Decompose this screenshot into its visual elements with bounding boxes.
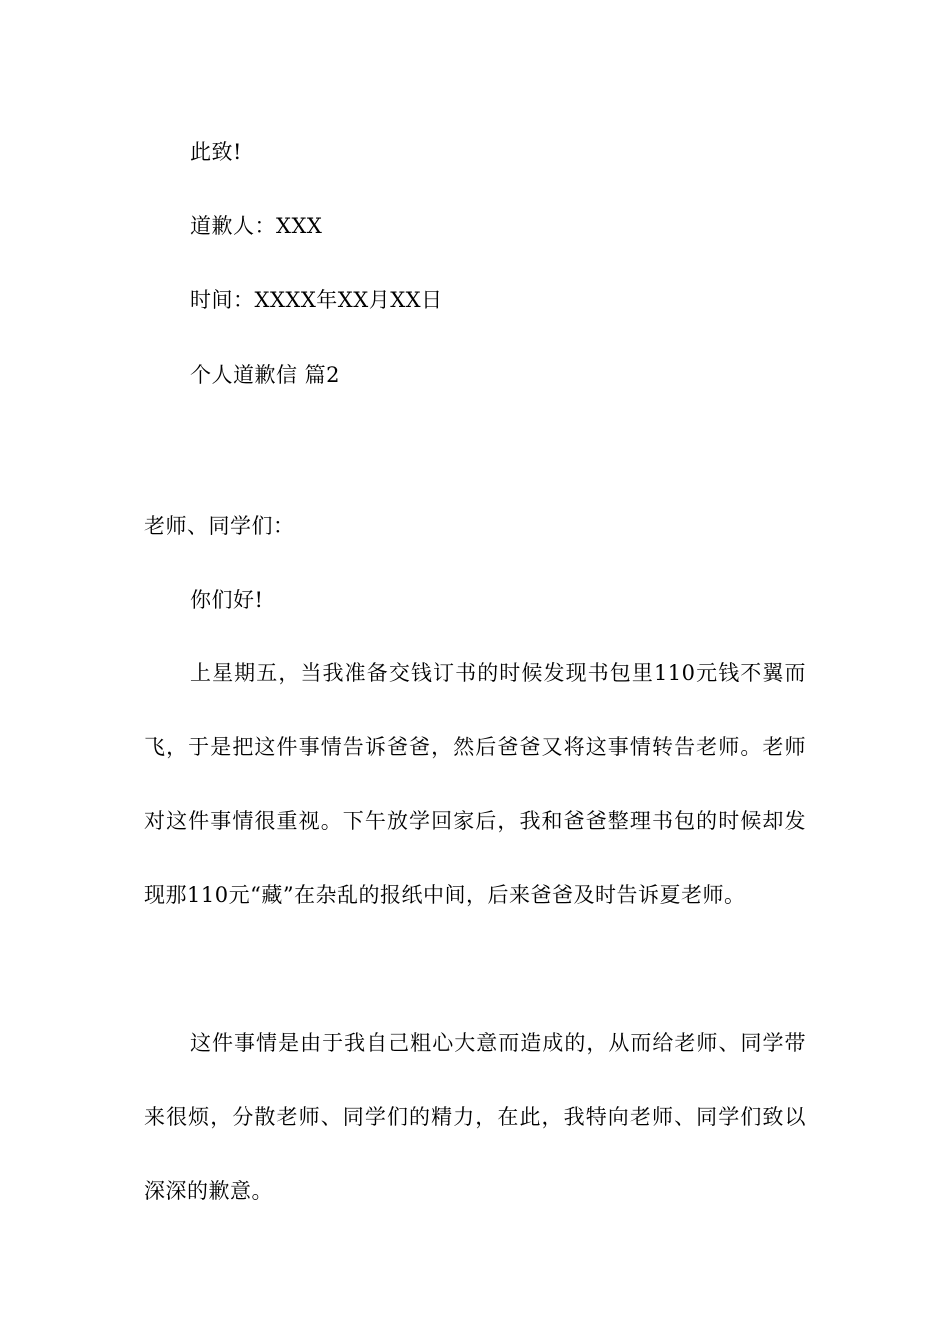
section-title: 个人道歉信 篇2 [190, 363, 341, 387]
body-paragraph-2: 这件事情是由于我自己粗心大意而造成的，从而给老师、同学带来很烦，分散老师、同学们的精力，在此，我特向老师、同学们致以深深的歉意。 [144, 1031, 806, 1203]
apologizer-signature: 道歉人：XXX [190, 214, 323, 238]
letter-greeting: 你们好! [190, 588, 264, 612]
closing-salutation: 此致! [190, 140, 242, 164]
letter-date: 时间：XXXX年XX月XX日 [190, 288, 443, 312]
letter-addressee: 老师、同学们： [144, 514, 295, 538]
body-paragraph-1: 上星期五，当我准备交钱订书的时候发现书包里110元钱不翼而飞，于是把这件事情告诉爸爸，然后爸爸又将这事情转告老师。老师对这件事情很重视。下午放学回家后，我和爸爸整理书包的时候却发现那110元“藏”在杂乱的报纸中间，后来爸爸及时告诉夏老师。 [144, 661, 806, 907]
